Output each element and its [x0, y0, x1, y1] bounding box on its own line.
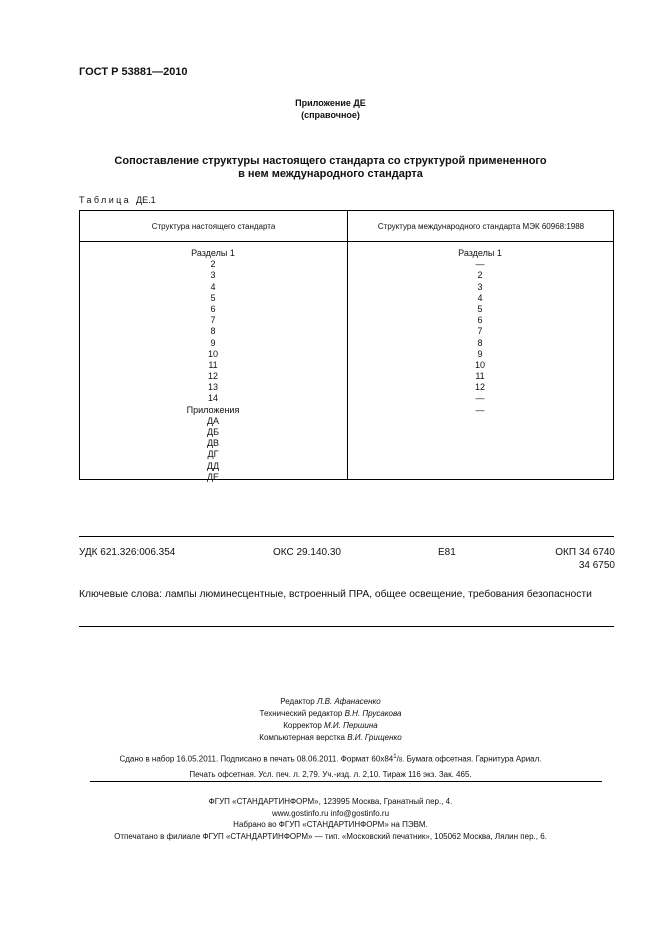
okp-code-1: ОКП 34 6740	[555, 547, 615, 558]
page-title	[0, 155, 661, 181]
credit-corrector: Корректор М.И. Першина	[283, 721, 378, 730]
printing-line-4: Отпечатано в филиале ФГУП «СТАНДАРТИНФОРМ» — тип. «Московский печатник», 105062 Москва, Лялин пер., 6.	[114, 831, 547, 841]
table-column-international	[452, 248, 508, 416]
oks-code: ОКС 29.140.30	[273, 547, 341, 558]
table-caption	[79, 195, 156, 205]
table-cell: ДВ	[206, 438, 220, 449]
table-cell: 12	[474, 382, 485, 393]
table-cell: 12	[207, 371, 218, 382]
credit-layout: Компьютерная верстка В.И. Грищенко	[259, 733, 402, 742]
table-column-divider	[347, 211, 348, 479]
udk-code: УДК 621.326:006.354	[79, 547, 176, 558]
table-header-divider	[80, 241, 613, 242]
table-cell: —	[475, 393, 485, 404]
table-cell: 7	[210, 315, 216, 326]
divider	[79, 626, 614, 627]
table-cell: 4	[477, 292, 483, 303]
table-cell: 9	[210, 337, 216, 348]
table-caption-label: Таблица	[79, 195, 132, 205]
table-cell: 5	[210, 292, 216, 303]
title-line-2: в нем международного стандарта	[238, 168, 423, 180]
table-cell: 6	[477, 315, 483, 326]
publication-info	[0, 751, 661, 781]
table-header-national: Структура настоящего стандарта	[151, 222, 276, 231]
table-cell: 8	[210, 326, 216, 337]
classification-code: Е81	[438, 547, 456, 558]
table-cell: 11	[208, 359, 218, 370]
printing-line-2: www.gostinfo.ru info@gostinfo.ru	[271, 808, 390, 818]
printing-line-3: Набрано во ФГУП «СТАНДАРТИНФОРМ» на ПЭВМ.	[233, 820, 428, 829]
table-cell: 4	[210, 281, 216, 292]
table-cell: 3	[477, 281, 483, 292]
table-caption-number: ДЕ.1	[136, 195, 156, 205]
appendix-heading	[0, 97, 661, 121]
printing-info	[0, 796, 661, 842]
table-cell: 2	[477, 270, 483, 281]
document-code: ГОСТ Р 53881—2010	[79, 66, 188, 78]
table-cell: ДД	[206, 460, 220, 471]
table-cell: 3	[210, 270, 216, 281]
okp-code-2: 34 6750	[578, 560, 615, 571]
table-cell: ДЕ	[206, 471, 220, 482]
table-cell: 10	[474, 359, 485, 370]
table-cell: —	[475, 404, 485, 415]
table-cell: 11	[475, 371, 485, 382]
credit-editor: Редактор Л.В. Афанасенко	[280, 697, 381, 706]
publication-line-2: Печать офсетная. Усл. печ. л. 2,79. Уч.-изд. л. 2,10. Тираж 116 экз. Зак. 465.	[189, 769, 472, 779]
publication-line-1: Сдано в набор 16.05.2011. Подписано в печать 08.06.2011. Формат $60x84^1/8$. Бумага офсетная. Гарнитура Ариал.	[119, 754, 542, 764]
table-cell: 5	[477, 303, 483, 314]
table-cell: ДБ	[206, 427, 219, 437]
table-cell: 13	[207, 382, 218, 393]
table-cell: 14	[207, 393, 218, 404]
table-cell: 8	[477, 337, 483, 348]
table-cell: 9	[477, 348, 483, 359]
appendix-subtitle: (справочное)	[301, 110, 360, 120]
divider	[90, 781, 602, 782]
table-cell: ДА	[206, 415, 220, 426]
table-cell: Разделы 1	[458, 248, 502, 258]
credits	[0, 696, 661, 744]
appendix-title: Приложение ДЕ	[295, 98, 366, 108]
table-cell: Приложения	[186, 404, 240, 415]
comparison-table	[79, 210, 614, 480]
table-column-national	[185, 248, 241, 483]
table-cell: 6	[210, 303, 216, 314]
keywords: Ключевые слова: лампы люминесцентные, встроенный ПРА, общее освещение, требования безопасности	[79, 589, 592, 600]
table-cell: ДГ	[207, 449, 219, 460]
divider	[79, 536, 614, 537]
table-cell: Разделы 1	[191, 248, 235, 258]
credit-tech-editor: Технический редактор В.Н. Прусакова	[259, 709, 402, 718]
table-cell: —	[475, 259, 485, 270]
title-line-1: Сопоставление структуры настоящего стандарта со структурой примененного	[114, 155, 547, 167]
table-cell: 10	[207, 348, 218, 359]
table-header-international: Структура международного стандарта МЭК 60968:1988	[377, 222, 585, 231]
table-cell: 2	[210, 259, 216, 270]
printing-line-1: ФГУП «СТАНДАРТИНФОРМ», 123995 Москва, Гранатный пер., 4.	[208, 797, 453, 806]
table-cell: 7	[477, 326, 483, 337]
okp-codes	[541, 546, 615, 572]
